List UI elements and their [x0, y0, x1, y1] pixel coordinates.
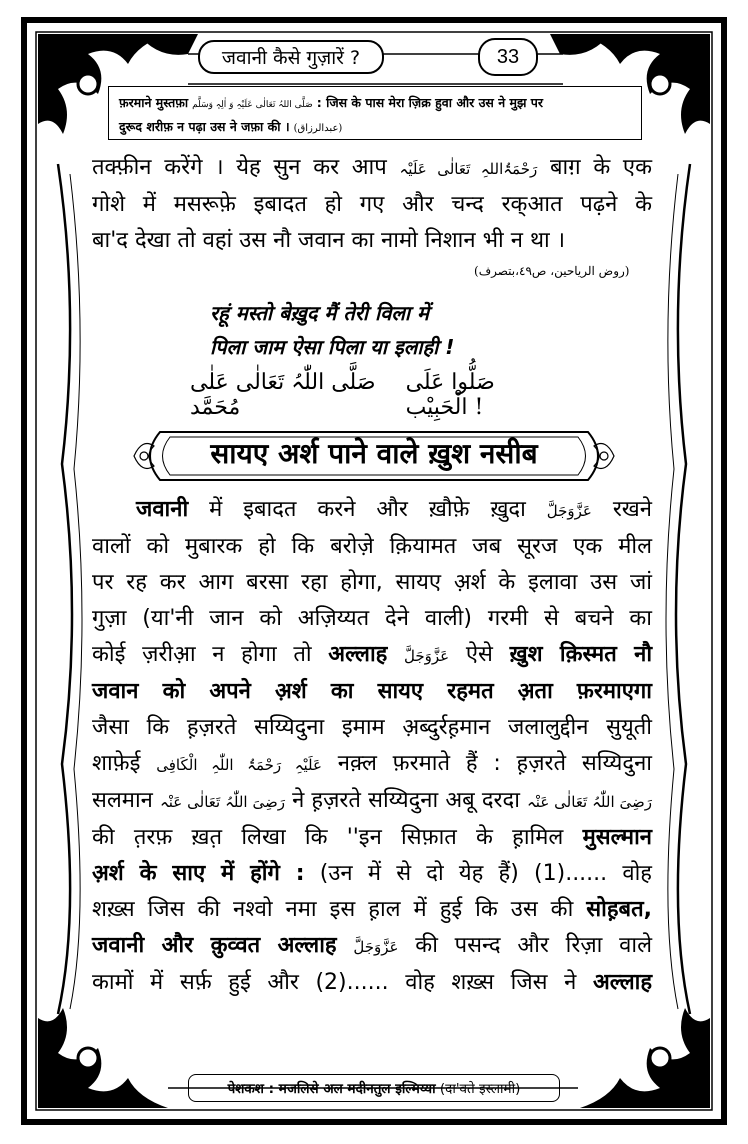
book-title: जवानी कैसे गुज़ारें ?: [198, 40, 384, 74]
poem-line-1: रहूं मस्तो बेख़ुद मैं तेरी विला में: [210, 301, 430, 325]
farmane-mustafa-box: [108, 86, 642, 140]
text-span: कामों में सर्फ़ हुई और (2)...... वोह शख़्स जिस ने: [92, 970, 577, 995]
text-span: रखने: [612, 497, 653, 522]
bold-text: अ़र्श के साए में होंगे :: [92, 861, 305, 886]
text-span: तक्फ़ीन करेंगे । येह सुन कर आप: [92, 155, 387, 180]
arabic-honorific: رَضِیَ اللّٰہُ تَعَالٰی عَنْہ: [159, 793, 285, 811]
text-span: शख़्स जिस की नश्वो नमा इस ह़ाल में हुई कि उस की: [92, 897, 574, 922]
section-heading: सायए अर्श पाने वाले ख़ुश नसीब: [210, 437, 538, 470]
text-line: [92, 965, 652, 1001]
arabic-honorific: رَحْمَۃُاللہِ تَعَالٰی عَلَیْہ: [399, 160, 538, 178]
text-line: [92, 492, 652, 529]
paragraph-1: [92, 150, 652, 259]
text-span: की पसन्द और रिज़ा वाले: [415, 933, 652, 958]
footer-label: पेशकश : मजलिसे अल मदीनतुल इल्मिय्या: [227, 1081, 436, 1097]
text-span: सलमान: [92, 788, 153, 813]
notice-text-1: : जिस के पास मेरा ज़िक्र हुवा और उस ने मुझ पर: [316, 95, 544, 110]
text-span: नक़्ल फ़रमाते हैं : ह़ज़रते सय्यिदुना: [337, 751, 653, 776]
poem: [210, 296, 540, 364]
text-span: ऐसे: [465, 642, 493, 667]
text-span: की त़रफ़ ख़त़ लिखा कि ''इन सिफ़ात के ह़ामिल: [92, 825, 564, 850]
arabic-honorific: عَلَیْہِ رَحْمَۃُ اللّٰہِ الْکَافِی: [156, 756, 322, 774]
arabic-honorific: عَزَّوَجَلَّ: [546, 502, 592, 520]
text-span: में इबादत करने और ख़ौफ़े ख़ुदा: [209, 497, 526, 522]
reference-citation: (روض الریاحین، ص٤٩،بتصرف): [474, 264, 630, 278]
poem-line-2: पिला जाम ऐसा पिला या इलाही !: [210, 335, 455, 359]
text-line: [92, 746, 652, 783]
publisher-footer: [188, 1074, 560, 1102]
text-span: शाफ़ेई: [92, 751, 141, 776]
text-line: बा'द देखा तो वहां उस नौ जवान का नामो निशान भी न था ।: [92, 228, 566, 253]
salat-left: صَلَّی اللّٰہُ تَعَالٰی عَلٰی مُحَمَّد: [190, 370, 376, 420]
paragraph-2: [92, 492, 652, 1001]
text-line: [92, 150, 652, 187]
bold-text: अल्लाह: [592, 970, 653, 995]
bold-text: जवान को अपने अ़र्श का सायए रहमत अ़ता फ़रमाएगा: [92, 679, 652, 704]
bold-text: ख़ुश क़िस्मत नौ: [509, 642, 653, 667]
text-line: वालों को मुबारक हो कि बरोज़े क़ियामत जब सूरज एक मील: [92, 534, 652, 559]
bold-text: अल्लाह: [328, 642, 388, 667]
text-span: बाग़ के एक: [549, 155, 652, 180]
notice-text-2: दुरूद शरीफ़ न पढ़ा उस ने जफ़ा की ।: [119, 119, 290, 134]
text-line: [92, 856, 652, 892]
text-line: [92, 892, 652, 928]
notice-salutation: صَلَّی اللہُ تَعَالٰی عَلَیْہِ وَ اٰلِہٖ وَسَلَّم: [192, 100, 313, 110]
footer-org: (दा'वते इस्लामी): [439, 1081, 521, 1097]
notice-label: फ़रमाने मुस्तफ़ा: [119, 95, 189, 110]
text-span: (उन में से दो येह हैं) (1)...... वोह: [319, 861, 652, 886]
text-span: ने ह़ज़रते सय्यिदुना अबू दरदा: [292, 788, 520, 813]
text-line: गोशे में मसरूफ़े इबादत हो गए और चन्द रक्आत पढ़ने के: [92, 192, 652, 217]
text-line: [92, 820, 652, 856]
text-line: पर रह कर आग बरसा रहा होगा, सायए अ़र्श के इलावा उस जां: [92, 570, 652, 595]
text-line: [92, 783, 652, 820]
text-span: कोई ज़रीआ़ न होगा तो: [92, 642, 312, 667]
bold-text: मुसल्मान: [582, 825, 652, 850]
arabic-honorific: عَزَّوَجَلَّ: [404, 647, 450, 665]
bold-text: सोह़बत,: [586, 897, 652, 922]
section-heading-banner: [130, 424, 618, 488]
bold-text: जवानी: [136, 497, 189, 522]
text-line: [92, 674, 652, 710]
text-line: [92, 637, 652, 674]
page-number: 33: [478, 38, 538, 76]
salat-right: صَلُّوا عَلَی الْحَبِیْب !: [405, 370, 495, 420]
text-line: जैसा कि ह़ज़रते सय्यिदुना इमाम अ़ब्दुर्रह़मान जलालुद्दीन सुयूती: [92, 715, 652, 740]
arabic-honorific: عَزَّوَجَلَّ: [353, 938, 399, 956]
arabic-honorific: رَضِیَ اللّٰہُ تَعَالٰی عَنْہ: [527, 793, 652, 811]
notice-source: (عبدالرزاق): [293, 123, 343, 134]
salat-line: [190, 370, 560, 420]
bold-text: जवानी और क़ुव्वत अल्लाह: [92, 933, 337, 958]
text-line: [92, 928, 652, 965]
text-line: गुज़ा (या'नी जान को अज़िय्यत देने वाली) गरमी से बचने का: [92, 606, 652, 631]
